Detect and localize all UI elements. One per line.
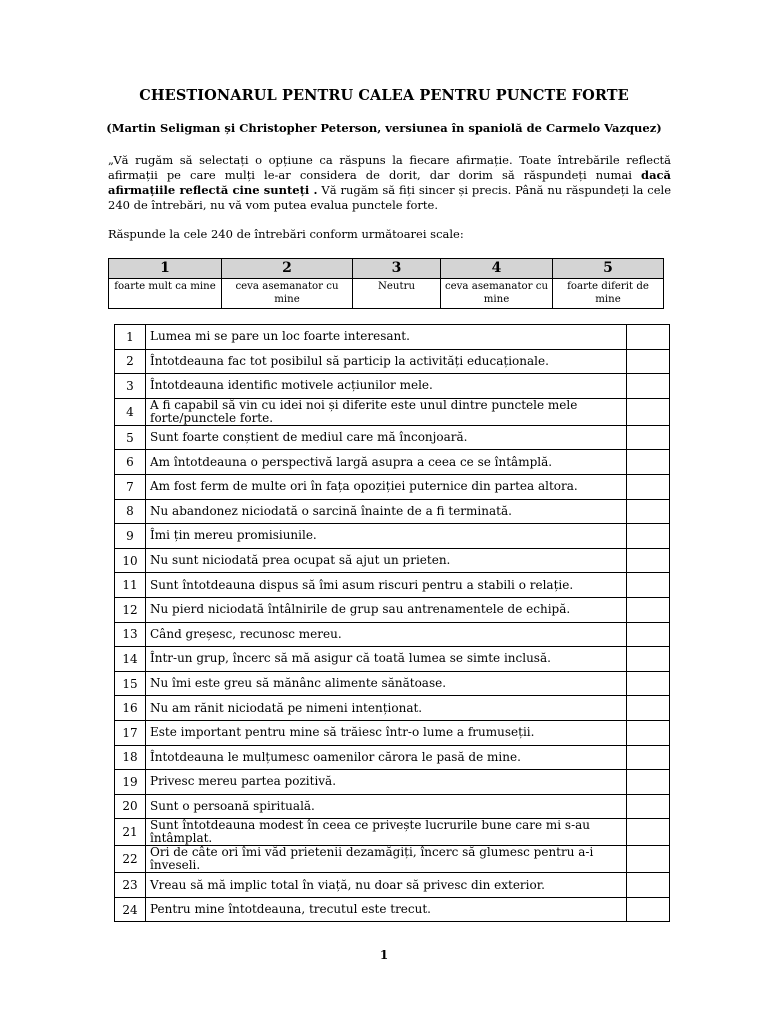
question-row — [115, 425, 670, 450]
page-subtitle: (Martin Seligman și Christopher Peterson, versiunea în spaniolă de Carmelo Vazquez) — [106, 121, 662, 135]
answer-cell[interactable] — [627, 573, 670, 598]
answer-cell[interactable] — [627, 647, 670, 672]
scale-label: Neutru — [353, 279, 441, 309]
scale-value: 3 — [353, 259, 441, 279]
question-row — [115, 745, 670, 770]
question-text: Nu am rănit niciodată pe nimeni intenționat. — [146, 696, 627, 721]
question-text: Am întotdeauna o perspectivă largă asupra a ceea ce se întâmplă. — [146, 450, 627, 475]
page-number: 1 — [379, 948, 389, 962]
answer-cell[interactable] — [627, 846, 670, 873]
intro-paragraph — [108, 153, 671, 213]
question-number: 5 — [115, 425, 146, 450]
question-number: 18 — [115, 745, 146, 770]
question-row — [115, 647, 670, 672]
question-row — [115, 349, 670, 374]
answer-cell[interactable] — [627, 524, 670, 549]
question-text: Sunt întotdeauna dispus să îmi asum riscuri pentru a stabili o relație. — [146, 573, 627, 598]
question-row — [115, 794, 670, 819]
question-number: 20 — [115, 794, 146, 819]
question-row — [115, 846, 670, 873]
question-text: Într-un grup, încerc să mă asigur că toată lumea se simte inclusă. — [146, 647, 627, 672]
answer-cell[interactable] — [627, 770, 670, 795]
question-text: Nu pierd niciodată întâlnirile de grup sau antrenamentele de echipă. — [146, 597, 627, 622]
scale-label: ceva asemanator cu mine — [441, 279, 553, 309]
question-text: Am fost ferm de multe ori în fața opoziției puternice din partea altora. — [146, 474, 627, 499]
question-number: 19 — [115, 770, 146, 795]
question-text: Când greșesc, recunosc mereu. — [146, 622, 627, 647]
question-number: 10 — [115, 548, 146, 573]
answer-cell[interactable] — [627, 745, 670, 770]
question-row — [115, 770, 670, 795]
question-row — [115, 524, 670, 549]
answer-cell[interactable] — [627, 897, 670, 922]
question-text: Lumea mi se pare un loc foarte interesant. — [146, 325, 627, 350]
answer-cell[interactable] — [627, 398, 670, 425]
answer-cell[interactable] — [627, 374, 670, 399]
answer-cell[interactable] — [627, 548, 670, 573]
scale-value: 1 — [109, 259, 222, 279]
answer-cell[interactable] — [627, 597, 670, 622]
question-text: Ori de câte ori îmi văd prietenii dezamăgiți, încerc să glumesc pentru a-i înveseli. — [146, 846, 627, 873]
question-text: Privesc mereu partea pozitivă. — [146, 770, 627, 795]
answer-cell[interactable] — [627, 696, 670, 721]
scale-label: ceva asemanator cu mine — [222, 279, 353, 309]
question-number: 21 — [115, 819, 146, 846]
question-number: 4 — [115, 398, 146, 425]
question-text: Întotdeauna fac tot posibilul să particip la activități educaționale. — [146, 349, 627, 374]
question-text: Sunt foarte conștient de mediul care mă înconjoară. — [146, 425, 627, 450]
questions-table — [114, 324, 670, 922]
question-row — [115, 325, 670, 350]
question-number: 16 — [115, 696, 146, 721]
question-row — [115, 696, 670, 721]
answer-cell[interactable] — [627, 622, 670, 647]
question-row — [115, 499, 670, 524]
question-number: 24 — [115, 897, 146, 922]
scale-value: 5 — [553, 259, 664, 279]
answer-cell[interactable] — [627, 873, 670, 898]
scale-label-row — [109, 279, 664, 309]
question-number: 12 — [115, 597, 146, 622]
intro-text-2: Vă rugăm să fiți sincer și precis. Până nu răspundeți la cele 240 de întrebări, nu vă vom putea evalua punctele forte. — [108, 183, 671, 212]
question-row — [115, 622, 670, 647]
question-number: 17 — [115, 720, 146, 745]
scale-table — [108, 258, 664, 309]
question-text: Nu abandonez niciodată o sarcină înainte de a fi terminată. — [146, 499, 627, 524]
question-row — [115, 597, 670, 622]
intro-text-1: „Vă rugăm să selectați o opțiune ca răspuns la fiecare afirmație. Toate întrebările reflectă afirmații pe care mulți le-ar considera de dorit, dar dorim să răspundeți numai — [108, 153, 671, 182]
answer-cell[interactable] — [627, 499, 670, 524]
question-row — [115, 374, 670, 399]
scale-value: 4 — [441, 259, 553, 279]
question-text: Pentru mine întotdeauna, trecutul este trecut. — [146, 897, 627, 922]
question-number: 23 — [115, 873, 146, 898]
answer-cell[interactable] — [627, 474, 670, 499]
scale-value: 2 — [222, 259, 353, 279]
question-row — [115, 398, 670, 425]
scale-header-row — [109, 259, 664, 279]
answer-cell[interactable] — [627, 349, 670, 374]
question-row — [115, 573, 670, 598]
scale-label: foarte diferit de mine — [553, 279, 664, 309]
question-number: 13 — [115, 622, 146, 647]
question-row — [115, 720, 670, 745]
question-text: A fi capabil să vin cu idei noi și diferite este unul dintre punctele mele forte/punctele forte. — [146, 398, 627, 425]
question-text: Nu sunt niciodată prea ocupat să ajut un prieten. — [146, 548, 627, 573]
question-row — [115, 450, 670, 475]
answer-cell[interactable] — [627, 425, 670, 450]
answer-cell[interactable] — [627, 794, 670, 819]
question-text: Sunt o persoană spirituală. — [146, 794, 627, 819]
page-title: CHESTIONARUL PENTRU CALEA PENTRU PUNCTE FORTE — [139, 87, 629, 104]
question-row — [115, 671, 670, 696]
question-row — [115, 873, 670, 898]
intro-bold-text: dacă afirmațiile reflectă cine sunteți . — [108, 168, 671, 197]
question-number: 7 — [115, 474, 146, 499]
question-number: 6 — [115, 450, 146, 475]
answer-cell[interactable] — [627, 450, 670, 475]
question-number: 14 — [115, 647, 146, 672]
question-text: Vreau să mă implic total în viață, nu doar să privesc din exterior. — [146, 873, 627, 898]
question-number: 2 — [115, 349, 146, 374]
question-number: 22 — [115, 846, 146, 873]
question-row — [115, 548, 670, 573]
question-text: Nu îmi este greu să mănânc alimente sănătoase. — [146, 671, 627, 696]
question-number: 1 — [115, 325, 146, 350]
question-text: Îmi țin mereu promisiunile. — [146, 524, 627, 549]
question-row — [115, 897, 670, 922]
question-row — [115, 474, 670, 499]
answer-cell[interactable] — [627, 720, 670, 745]
answer-cell[interactable] — [627, 671, 670, 696]
question-text: Întotdeauna le mulțumesc oamenilor cărora le pasă de mine. — [146, 745, 627, 770]
question-number: 15 — [115, 671, 146, 696]
question-text: Întotdeauna identific motivele acțiunilor mele. — [146, 374, 627, 399]
question-number: 11 — [115, 573, 146, 598]
scale-instruction: Răspunde la cele 240 de întrebări conform următoarei scale: — [108, 227, 464, 241]
question-number: 3 — [115, 374, 146, 399]
question-row — [115, 819, 670, 846]
answer-cell[interactable] — [627, 819, 670, 846]
question-number: 9 — [115, 524, 146, 549]
question-number: 8 — [115, 499, 146, 524]
scale-label: foarte mult ca mine — [109, 279, 222, 309]
question-text: Sunt întotdeauna modest în ceea ce privește lucrurile bune care mi s-au întâmplat. — [146, 819, 627, 846]
question-text: Este important pentru mine să trăiesc într-o lume a frumuseții. — [146, 720, 627, 745]
answer-cell[interactable] — [627, 325, 670, 350]
